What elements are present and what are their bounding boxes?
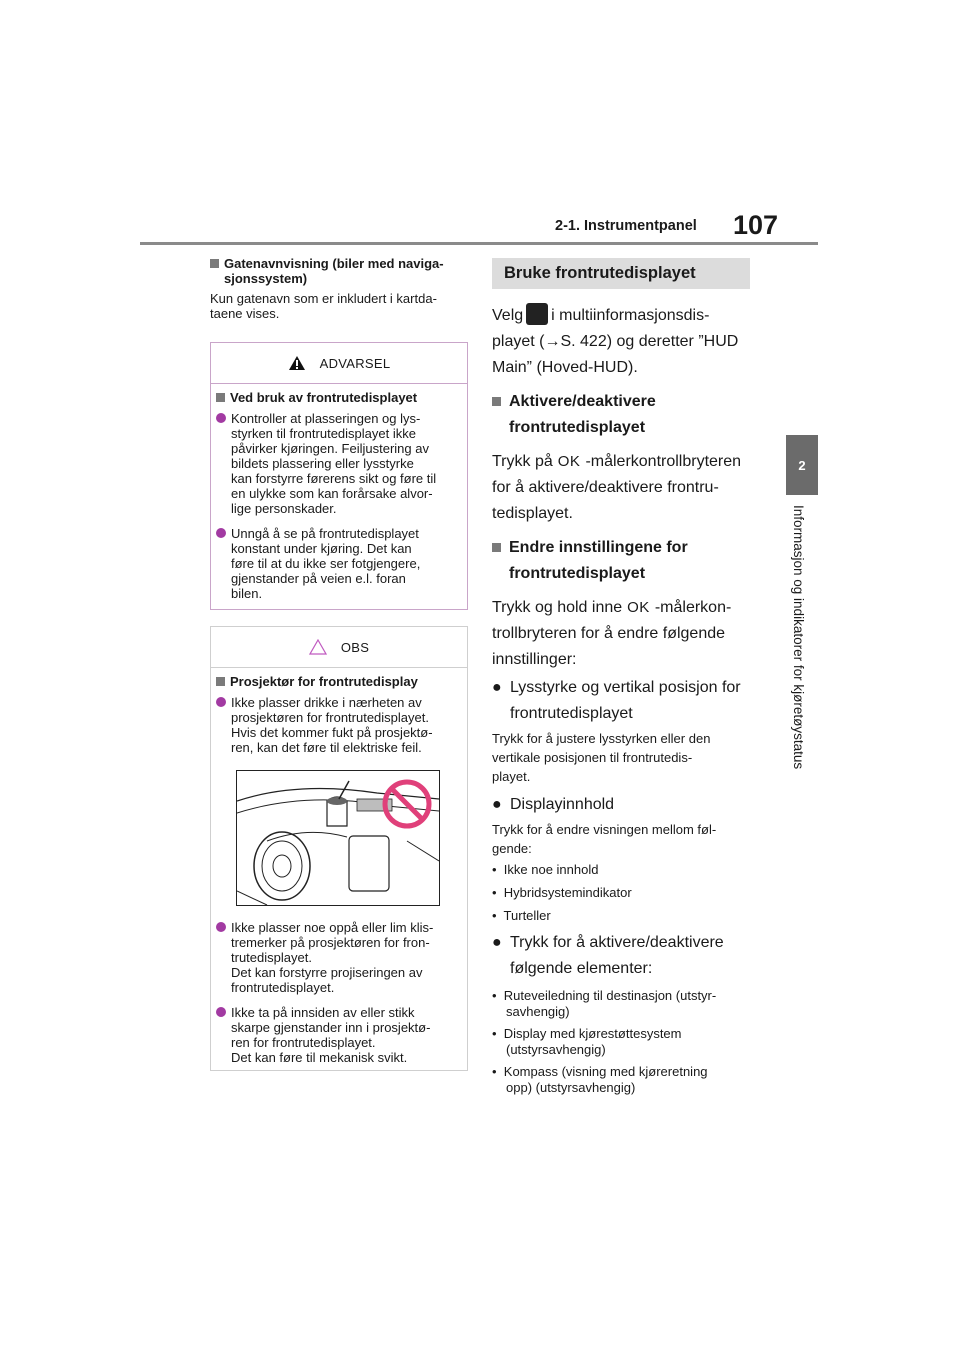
projector-illustration [236, 770, 440, 906]
nav-heading: Gatenavnvisning (biler med naviga- sjonssystem) [210, 256, 472, 286]
nav-paragraph: Kun gatenavn som er inkludert i kartda- taene vises. [210, 291, 437, 321]
list-item: • Kompass (visning med kjøreretning opp) (utstyrsavhengig) [492, 1064, 708, 1095]
warning-item: Unngå å se på frontrutedisplayet konstant under kjøring. Det kan føre til at du ikke ser fotgjengere, gjenstander på veien e.l. foran bilen. [211, 526, 467, 601]
square-bullet-icon [216, 393, 225, 402]
notice-item: Ikke plasser noe oppå eller lim klis- tremerker på prosjektøren for fron- trutedisplayet. Det kan forstyrre projiseringen av frontrutedisplayet. [211, 920, 467, 995]
option-text: Trykk for å endre visningen mellom føl- gende: [492, 822, 717, 856]
ok-button-icon: OK [557, 453, 581, 470]
section-paragraph: Trykk og hold inne OK -målerkon- trollbryteren for å endre følgende innstillinger: [492, 595, 754, 673]
dot-bullet-icon: ● [492, 934, 502, 951]
notice-item: Ikke ta på innsiden av eller stikk skarpe gjenstander inn i prosjektø- ren for frontrutedisplayet. Det kan føre til mekanisk svikt. [211, 1005, 467, 1065]
list-item: • Hybridsystemindikator [492, 885, 632, 900]
notice-item: Ikke plasser drikke i nærheten av prosjektøren for frontrutedisplayet. Hvis det kommer fukt på prosjektø- ren, kan det føre til elektriske feil. [211, 695, 467, 755]
toggle-elements-list [492, 988, 754, 1096]
warning-subheading: Ved bruk av frontrutedisplayet [211, 390, 467, 405]
square-bullet-icon [216, 677, 225, 686]
circle-bullet-icon [216, 528, 226, 538]
section-banner: Bruke frontrutedisplayet [492, 258, 750, 289]
warning-header [211, 343, 467, 384]
notice-header [211, 627, 467, 668]
chapter-side-label [790, 505, 812, 835]
warning-triangle-icon [288, 355, 306, 371]
dot-bullet-icon: ● [492, 796, 502, 813]
square-bullet-icon [210, 259, 219, 268]
square-bullet-icon [492, 543, 501, 552]
intro-paragraph: Velg i multiinformasjonsdis- playet (→S. 422) og deretter ”HUD Main” (Hoved-HUD). [492, 303, 754, 381]
settings-gear-icon [526, 303, 548, 325]
notice-subheading: Prosjektør for frontrutedisplay [211, 674, 467, 689]
right-content [492, 303, 754, 1096]
header-rule [140, 242, 818, 245]
display-content-list [492, 862, 754, 924]
warning-box [210, 342, 468, 610]
page-number: 107 [733, 210, 779, 240]
option-heading: ● Lysstyrke og vertikal posisjon for frontrutedisplayet [492, 675, 754, 727]
chapter-side-text: Informasjon og indikatorer for kjøretøystatus [791, 505, 806, 770]
option-text: Trykk for å justere lysstyrken eller den vertikale posisjonen til frontrutedis- playet. [492, 731, 711, 784]
dashboard-drawing [237, 771, 439, 905]
list-item: • Turteller [492, 908, 551, 923]
caution-triangle-icon [309, 639, 327, 655]
left-intro [210, 256, 472, 321]
option-heading: ● Trykk for å aktivere/deaktivere følgende elementer: [492, 930, 754, 982]
dot-bullet-icon: ● [492, 679, 502, 696]
section-paragraph: Trykk på OK -målerkontrollbryteren for å aktivere/deaktivere frontru- tedisplayet. [492, 449, 754, 527]
warning-title: ADVARSEL [319, 355, 391, 371]
notice-title: OBS [340, 639, 370, 655]
warning-item: Kontroller at plasseringen og lys- styrken til frontrutedisplayet ikke påvirker kjøringen. Feiljustering av bildets plassering eller lysstyrke kan forstyrre førerens sikt og føre til en ulykke som kan forårsake alvor- lige personskader. [211, 411, 467, 516]
square-bullet-icon [492, 397, 501, 406]
list-item: • Ikke noe innhold [492, 862, 599, 877]
ok-button-icon: OK [627, 599, 650, 616]
option-heading: ● Displayinnhold [492, 792, 754, 818]
circle-bullet-icon [216, 697, 226, 707]
list-item: • Display med kjørestøttesystem (utstyrsavhengig) [492, 1026, 682, 1057]
circle-bullet-icon [216, 413, 226, 423]
section-heading: Endre innstillingene for frontrutedisplayet [492, 535, 754, 587]
section-title: 2-1. Instrumentpanel [555, 218, 697, 234]
chapter-tab: 2 [786, 435, 818, 495]
list-item: • Ruteveiledning til destinasjon (utstyr- savhengig) [492, 988, 717, 1019]
notice-box [210, 626, 468, 1071]
circle-bullet-icon [216, 922, 226, 932]
circle-bullet-icon [216, 1007, 226, 1017]
section-heading: Aktivere/deaktivere frontrutedisplayet [492, 389, 754, 441]
